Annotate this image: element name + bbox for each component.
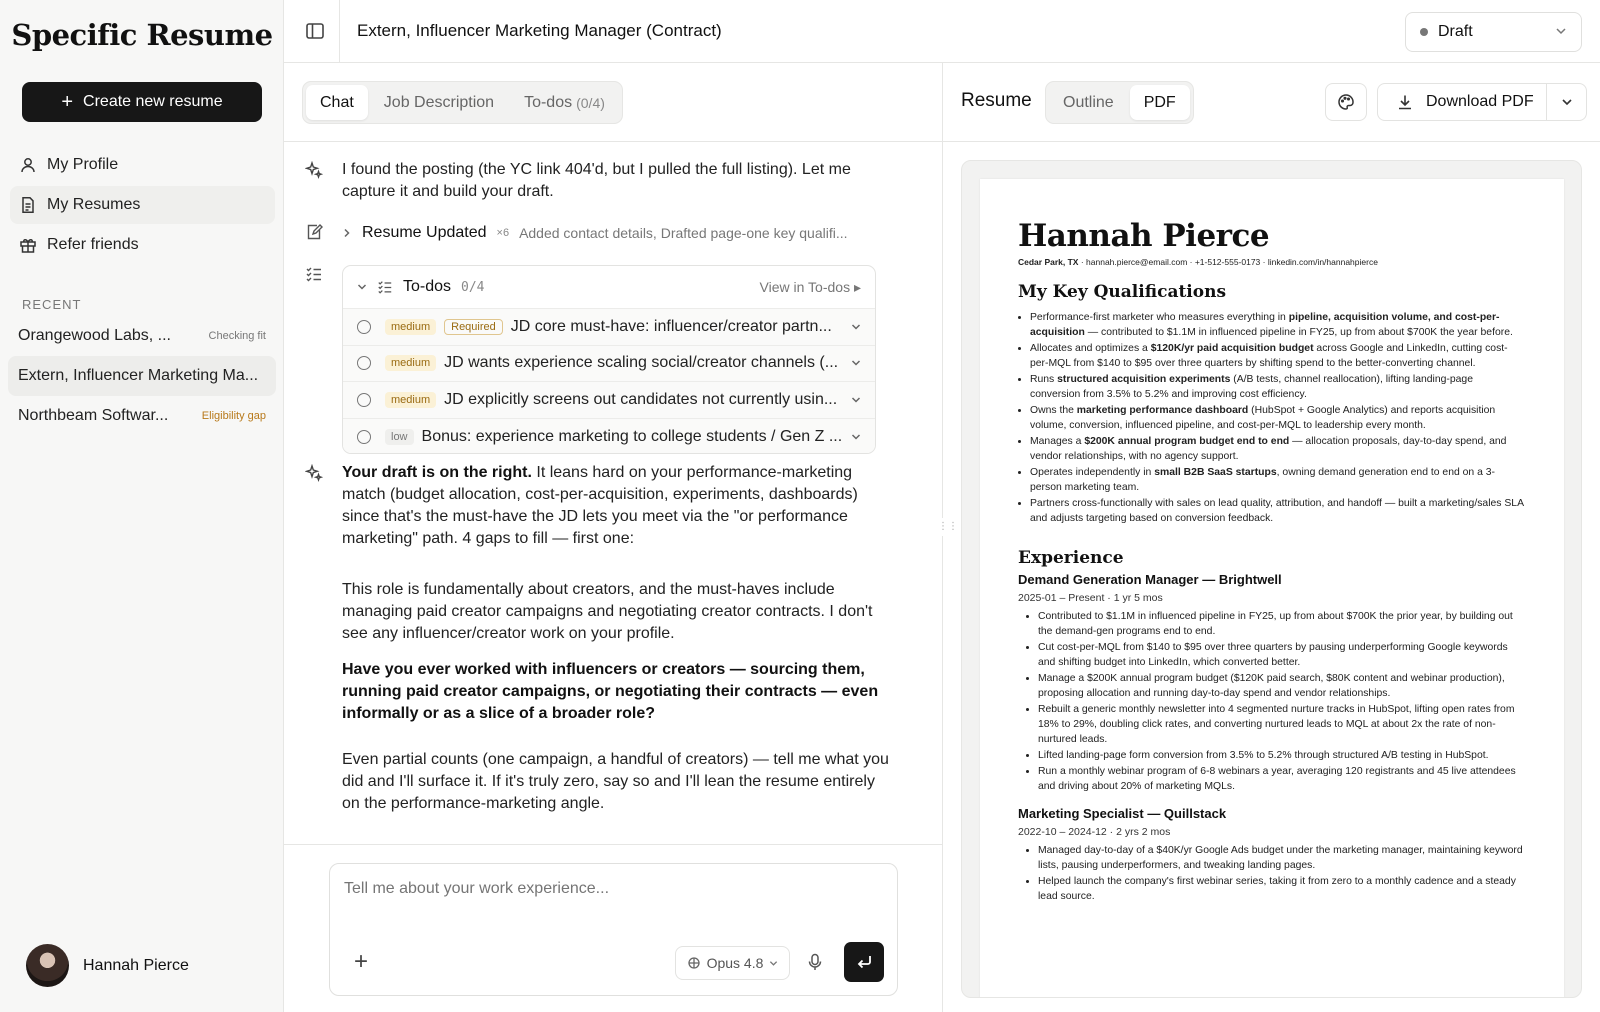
sidebar-toggle-icon[interactable]	[304, 20, 326, 42]
divider	[943, 141, 1600, 142]
assistant-message	[342, 462, 890, 550]
resume-location: Cedar Park, TX	[1018, 257, 1079, 267]
create-resume-button[interactable]	[22, 82, 262, 122]
sidebar-item-label: My Resumes	[47, 196, 141, 213]
chevron-down-icon	[1555, 25, 1567, 37]
chevron-down-icon	[769, 959, 778, 968]
recent-item[interactable]	[8, 316, 276, 356]
todo-text: JD core must-have: influencer/creator partn...	[510, 317, 832, 335]
required-badge: Required	[444, 319, 503, 335]
update-description: Added contact details, Drafted page-one key qualifi...	[519, 225, 848, 241]
person-icon	[19, 156, 37, 174]
sidebar-item-refer-friends[interactable]	[10, 226, 275, 264]
model-label: Opus 4.8	[706, 955, 764, 971]
recent-list	[8, 316, 276, 436]
sidebar-item-my-resumes[interactable]	[10, 186, 275, 224]
status-badge: Checking fit	[208, 330, 266, 342]
job-bullet: • Managed day-to-day of a $40K/yr Google Ads budget under the marketing manager, maintaining keyword lists, pausing underperformers, and tweaking landing pages.	[1038, 843, 1526, 873]
tab-label: Outline	[1063, 93, 1114, 111]
tab-job-description[interactable]	[370, 85, 508, 120]
qualification-item: • Partners cross-functionally with sales on lead quality, attribution, and handoff — built a marketing/sales SLA and adjusts targeting based on conversion feedback.	[1030, 496, 1526, 526]
qualification-item: • Manages a $200K annual program budget end to end — allocation proposals, day-to-day spend, and vendor relationships, with no agency support.	[1030, 434, 1526, 464]
recent-item[interactable]	[8, 396, 276, 436]
tab-label: Job Description	[383, 93, 495, 111]
job-title: Demand Generation Manager — Brightwell	[1018, 572, 1282, 587]
sidebar-item-label: Refer friends	[47, 236, 139, 253]
gift-icon	[19, 236, 37, 254]
assistant-message: This role is fundamentally about creators, and the must-haves include managing paid creator campaigns and negotiating creator contracts. I don't see any influencer/creator work on your profile.	[342, 581, 873, 642]
theme-button[interactable]	[1325, 83, 1367, 121]
update-label: Resume Updated	[362, 224, 487, 241]
update-count: ×6	[496, 227, 510, 239]
priority-badge: low	[385, 429, 414, 445]
sidebar	[0, 0, 284, 1012]
status-select[interactable]	[1405, 12, 1582, 52]
view-in-todos-link[interactable]: View in To-dos ▸	[759, 278, 861, 295]
qualification-item: • Operates independently in small B2B SaaS startups, owning demand generation end to end on a 3-person marketing team.	[1030, 465, 1526, 495]
recent-item-title: Northbeam Softwar...	[18, 407, 169, 424]
tab-outline[interactable]	[1049, 85, 1128, 120]
model-selector[interactable]	[675, 946, 790, 980]
page-title: Extern, Influencer Marketing Manager (Contract)	[357, 21, 722, 40]
priority-badge: medium	[385, 355, 436, 371]
tab-count: (0/4)	[576, 94, 605, 111]
plus-icon: +	[61, 91, 74, 113]
return-arrow-icon	[855, 953, 873, 971]
todo-count: 0/4	[461, 279, 485, 295]
job-bullet: • Run a monthly webinar program of 6-8 webinars a year, averaging 120 registrants and 45 live attendees and driving about 20% of marketing MQLs.	[1038, 764, 1526, 794]
status-label: Draft	[1438, 23, 1473, 40]
view-toggle	[1045, 81, 1194, 124]
status-badge: Eligibility gap	[201, 410, 266, 422]
todo-text: JD wants experience scaling social/creator channels (...	[444, 354, 839, 372]
todo-text: Bonus: experience marketing to college students / Gen Z ...	[421, 427, 843, 445]
job-bullet: • Rebuilt a generic monthly newsletter into 4 segmented nurture tracks in HubSpot, lifting open rates from 18% to 29%, doubling click rates, and converting nurtured leads to MQL at about 2x the rate of non-nurtured leads.	[1038, 702, 1526, 747]
divider	[339, 0, 340, 63]
job-title: Marketing Specialist — Quillstack	[1018, 806, 1227, 821]
qualification-item: • Runs structured acquisition experiments (A/B tests, channel reallocation), lifting landing-page conversion from 3.5% to 5.2% and improving cost efficiency.	[1030, 372, 1526, 402]
todo-item[interactable]	[343, 309, 875, 346]
palette-icon	[1337, 93, 1355, 111]
priority-badge: medium	[385, 319, 436, 335]
send-button[interactable]	[844, 942, 884, 982]
message-text: It leans hard on your performance-marketing match (budget allocation, cost-per-acquisition, experiments, dashboards) since that's the must-have the JD lets you meet via the "or performance marketing" path. 4 gaps to fill — first one:	[342, 464, 858, 547]
app-logo[interactable]: Specific Resume	[11, 18, 273, 52]
chat-tabs	[302, 81, 623, 124]
assistant-question: Have you ever worked with influencers or creators — sourcing them, running paid creator campaigns, or negotiating their contracts — even informally or as a slice of a broader role?	[342, 661, 879, 722]
job-dates: 2022-10 – 2024-12 · 2 yrs 2 mos	[1018, 826, 1171, 838]
assistant-sparkle-icon	[305, 464, 323, 482]
resume-contact-details: · hannah.pierce@email.com · +1-512-555-0173 · linkedin.com/in/hannahpierce	[1078, 257, 1378, 267]
resize-handle[interactable]: ⋮⋮	[938, 518, 948, 536]
todo-checkbox[interactable]	[357, 356, 371, 370]
todo-item[interactable]	[343, 382, 875, 419]
section-heading-experience: Experience	[1018, 548, 1124, 568]
sidebar-nav	[10, 146, 275, 266]
qualification-item: • Performance-first marketer who measures everything in pipeline, acquisition volume, and cost-per-acquisition — contributed to $1.1M in influenced pipeline in FY25, up from about $700K the year before.	[1030, 310, 1526, 340]
chevron-down-icon	[357, 282, 367, 292]
chevron-down-icon[interactable]	[851, 322, 861, 332]
job-dates: 2025-01 – Present · 1 yr 5 mos	[1018, 592, 1163, 604]
section-heading-qualifications: My Key Qualifications	[1018, 282, 1227, 302]
resume-page	[980, 179, 1564, 998]
message-emphasis: Your draft is on the right.	[342, 464, 532, 481]
tab-chat[interactable]	[306, 85, 368, 120]
download-label: Download PDF	[1426, 93, 1534, 110]
resume-contact	[1018, 257, 1526, 267]
top-bar	[284, 0, 1600, 63]
todo-text: JD explicitly screens out candidates not currently usin...	[444, 390, 838, 408]
qualification-item: • Allocates and optimizes a $120K/yr paid acquisition budget across Google and LinkedIn, cutting cost-per-MQL from $140 to $95 over three quarters by shifting spend to the better-converting channel.	[1030, 341, 1526, 371]
model-icon	[687, 956, 701, 970]
assistant-message: Even partial counts (one campaign, a handful of creators) — tell me what you did and I'll surface it. If it's truly zero, say so and I'll lean the resume entirely on the performance-marketing angle.	[342, 751, 889, 812]
resume-heading: Resume	[961, 90, 1032, 111]
checklist-icon	[377, 279, 393, 295]
sidebar-item-label: My Profile	[47, 156, 119, 173]
job-bullet: • Lifted landing-page form conversion from 3.5% to 5.2% through structured A/B testing in HubSpot.	[1038, 748, 1526, 763]
create-resume-label: Create new resume	[83, 93, 223, 110]
message-input[interactable]	[344, 880, 864, 898]
job-bullet: • Manage a $200K annual program budget ($120K paid search, $80K content and webinar production), proposing allocation and running day-to-day spend and vendor relationships.	[1038, 671, 1526, 701]
tab-label: Chat	[320, 93, 354, 111]
message-composer	[329, 863, 898, 996]
microphone-icon[interactable]	[805, 952, 825, 972]
recent-item-title: Orangewood Labs, ...	[18, 327, 171, 344]
tab-label: To-dos	[524, 93, 573, 111]
assistant-sparkle-icon	[305, 161, 323, 179]
recent-item-title: Extern, Influencer Marketing Ma...	[18, 367, 259, 384]
job-bullet: • Helped launch the company's first webinar series, taking it from zero to a monthly cadence and a steady lead source.	[1038, 874, 1526, 904]
checklist-icon	[305, 265, 323, 283]
edit-document-icon	[305, 223, 323, 241]
recent-heading: RECENT	[22, 297, 82, 312]
download-options-button[interactable]	[1546, 83, 1587, 121]
todo-title: To-dos	[403, 278, 452, 295]
resume-panel	[938, 63, 1600, 1012]
recent-item[interactable]	[8, 356, 276, 396]
priority-badge: medium	[385, 392, 436, 408]
todo-item[interactable]	[343, 346, 875, 383]
download-pdf-button[interactable]	[1377, 83, 1547, 121]
qualifications-list	[1018, 310, 1526, 526]
todo-card	[342, 265, 876, 454]
todo-item[interactable]	[343, 419, 875, 455]
todo-checkbox[interactable]	[357, 430, 371, 444]
resume-name: Hannah Pierce	[1018, 218, 1270, 254]
download-icon	[1396, 93, 1414, 111]
todo-checkbox[interactable]	[357, 393, 371, 407]
chat-panel	[284, 63, 943, 1012]
qualification-item: • Owns the marketing performance dashboard (HubSpot + Google Analytics) and reports acquisition volume, conversion, influenced pipeline, and cost-per-MQL to leadership every month.	[1030, 403, 1526, 433]
pdf-viewer[interactable]	[961, 160, 1582, 998]
tab-todos[interactable]	[510, 85, 619, 120]
assistant-message: I found the posting (the YC link 404'd, but I pulled the full listing). Let me capture it and build your draft.	[342, 161, 851, 200]
chevron-down-icon[interactable]	[851, 395, 861, 405]
job-bullets	[1018, 843, 1526, 904]
user-menu[interactable]	[26, 944, 189, 987]
status-dot	[1420, 28, 1428, 36]
tab-pdf[interactable]	[1130, 85, 1190, 120]
chevron-down-icon	[1561, 96, 1573, 108]
sidebar-item-my-profile[interactable]	[10, 146, 275, 184]
document-icon	[19, 196, 37, 214]
job-bullet: • Contributed to $1.1M in influenced pipeline in FY25, up from about $700K the prior year, by building out the demand-gen programs end to end.	[1038, 609, 1526, 639]
job-bullet: • Cut cost-per-MQL from $140 to $95 over three quarters by pausing underperforming Google keywords and shifting budget into LinkedIn, which converted better.	[1038, 640, 1526, 670]
todo-checkbox[interactable]	[357, 320, 371, 334]
chevron-right-icon	[342, 228, 352, 238]
divider	[284, 141, 943, 142]
todo-header[interactable]	[343, 266, 875, 309]
resume-updated-row[interactable]	[342, 224, 848, 242]
chevron-down-icon[interactable]	[851, 432, 861, 442]
add-attachment-icon[interactable]: +	[354, 948, 369, 975]
job-bullets	[1018, 609, 1526, 794]
avatar	[26, 944, 69, 987]
user-name: Hannah Pierce	[83, 956, 189, 974]
divider	[284, 844, 943, 845]
chevron-down-icon[interactable]	[851, 358, 861, 368]
tab-label: PDF	[1143, 93, 1176, 111]
